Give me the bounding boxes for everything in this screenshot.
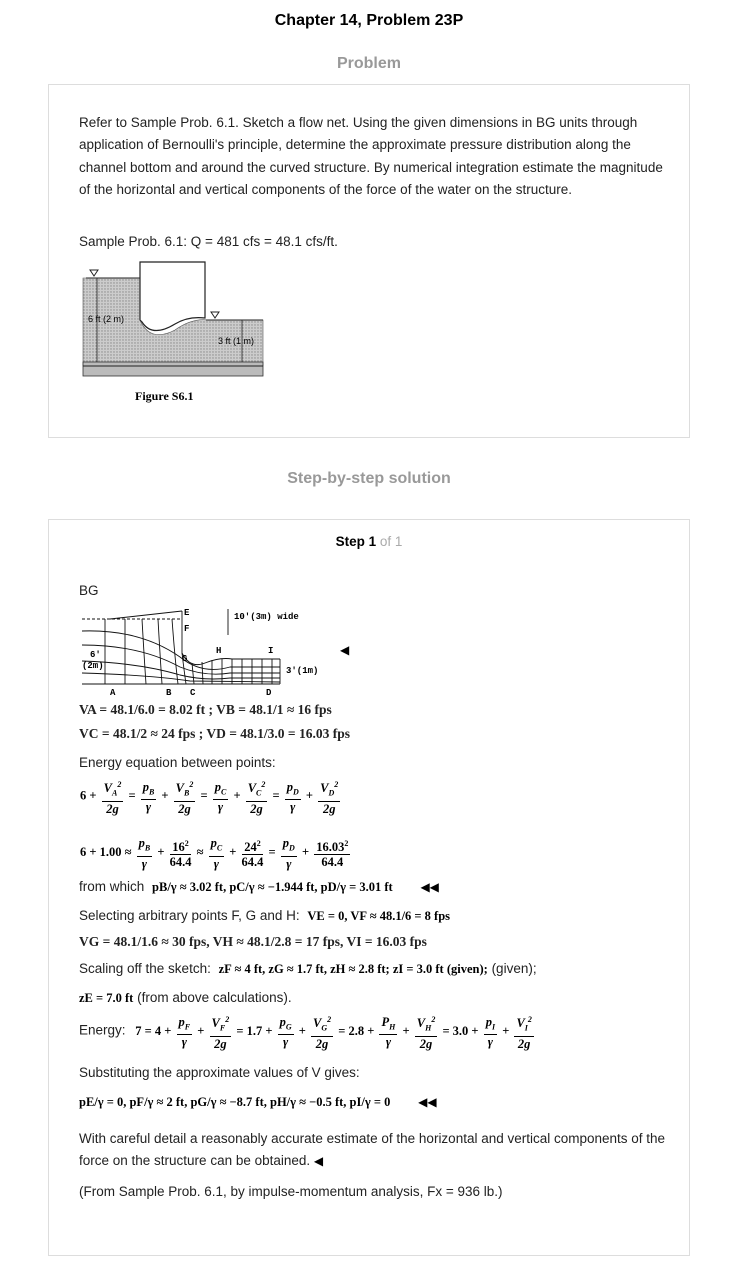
step-label: Step 1 xyxy=(335,534,377,549)
figure-s61 xyxy=(80,258,270,408)
velocity-line-3: VG = 48.1/1.6 ≈ 30 fps, VH ≈ 48.1/2.8 = 17 fps, VI = 16.03 fps xyxy=(79,934,427,949)
flownet-width-label: 10'(3m) wide xyxy=(234,612,299,622)
results-line xyxy=(79,1094,437,1110)
select-line xyxy=(79,908,450,924)
answer-arrow-icon: ◀ xyxy=(340,643,350,657)
energy-eq-label: Energy equation between points: xyxy=(79,755,276,770)
answer-arrow-icon: ◀◀ xyxy=(420,880,439,894)
ze-tail: (from above calculations). xyxy=(137,990,292,1005)
ze-value: zE = 7.0 ft xyxy=(79,991,134,1005)
note: (From Sample Prob. 6.1, by impulse-momentum analysis, Fx = 936 lb.) xyxy=(79,1184,503,1199)
dim-left-label: 6 ft (2 m) xyxy=(88,314,125,324)
scaling-tail: (given); xyxy=(491,961,537,976)
from-which-label: from which xyxy=(79,879,145,894)
energy2-label: Energy: xyxy=(79,1022,126,1038)
conclusion xyxy=(79,1128,669,1173)
scaling-values: zF ≈ 4 ft, zG ≈ 1.7 ft, zH ≈ 2.8 ft; zI = 3.0 ft (given); xyxy=(218,962,488,976)
point-e: E xyxy=(184,608,190,618)
solution-heading: Step-by-step solution xyxy=(287,470,451,487)
answer-arrow-icon: ◀◀ xyxy=(418,1095,437,1109)
point-a: A xyxy=(110,688,116,698)
energy-equation-1: 6 + $\frac{V_A^2}{2g}$ = $\frac{p_B}{\gamma}$ + $\frac{V_B^2}{2g}$ = $\frac{p_C}{\gamma}$ + $\frac{V_C^2}{2g}$ = $\frac{p_D}{\gamma}$ + $\frac{V_D^2}{2g}$ xyxy=(80,779,339,816)
sample-prob-text: Sample Prob. 6.1: Q = 481 cfs = 48.1 cfs/ft. xyxy=(79,234,338,249)
dim-right-label: 3 ft (1 m) xyxy=(218,336,255,346)
ze-line xyxy=(79,990,292,1006)
point-h: H xyxy=(216,646,222,656)
from-which-values: pB/γ ≈ 3.02 ft, pC/γ ≈ −1.944 ft, pD/γ = 3.01 ft xyxy=(152,880,393,894)
answer-arrow-icon: ◀ xyxy=(313,1154,324,1169)
select-values: VE = 0, VF ≈ 48.1/6 = 8 fps xyxy=(307,909,451,923)
velocity-line-2: VC = 48.1/2 ≈ 24 fps ; VD = 48.1/3.0 = 16.03 fps xyxy=(79,726,351,741)
units-label: BG xyxy=(79,583,99,598)
results-values: pE/γ = 0, pF/γ ≈ 2 ft, pG/γ ≈ −8.7 ft, pH/γ ≈ −0.5 ft, pI/γ = 0 xyxy=(79,1095,391,1109)
point-f: F xyxy=(184,624,190,634)
figure-caption: Figure S6.1 xyxy=(135,389,194,403)
point-c: C xyxy=(190,688,196,698)
flow-net-sketch xyxy=(80,605,360,700)
point-g: G xyxy=(182,654,188,664)
page-title: Chapter 14, Problem 23P xyxy=(274,12,464,29)
problem-heading: Problem xyxy=(336,55,401,72)
flownet-depth-right: 3'(1m) xyxy=(286,666,319,676)
step-of: of 1 xyxy=(379,534,403,549)
scaling-line xyxy=(79,961,537,977)
problem-text: Refer to Sample Prob. 6.1. Sketch a flow net. Using the given dimensions in BG units through application of Bernoulli's principle, determine the approximate pressure distribution along the channel bottom and around the curved structure. By numerical integration estimate the magnitude of the horizontal and vertical components of the force of the water on the structure. xyxy=(79,115,663,198)
energy-equation-2: Energy: 7 = 4 + $\frac{p_F}{\gamma}$ + $\frac{V_F^2}{2g}$ = 1.7 + $\frac{p_G}{\gamma}$ + $\frac{V_G^2}{2g}$ = 2.8 + $\frac{P_H}{\gamma}$ + $\frac{V_H^2}{2g}$ = 3.0 + $\frac{p_I}{\gamma}$ + $\frac{V_I^2}{2g}$ xyxy=(79,1014,532,1051)
point-i: I xyxy=(268,646,274,656)
flownet-depth-left: 6' xyxy=(90,650,101,660)
scaling-label: Scaling off the sketch: xyxy=(79,961,211,976)
velocity-line-1: VA = 48.1/6.0 = 8.02 ft ; VB = 48.1/1 ≈ 16 fps xyxy=(79,702,332,717)
conclusion-text: With careful detail a reasonably accurate estimate of the horizontal and vertical components of the force on the structure can be obtained. xyxy=(79,1131,666,1169)
flownet-depth-left-m: (2m) xyxy=(82,661,104,671)
point-b: B xyxy=(166,688,172,698)
energy-equation-numeric: 6 + 1.00 ≈ $\frac{p_B}{\gamma}$ + $\frac{16^2}{64.4}$ ≈ $\frac{p_C}{\gamma}$ + $\frac{24^2}{64.4}$ = $\frac{p_D}{\gamma}$ + $\frac{16.03^2}{64.4}$ xyxy=(80,836,349,871)
from-which-line xyxy=(79,879,439,895)
subst-label: Substituting the approximate values of V gives: xyxy=(79,1065,360,1080)
step-indicator xyxy=(0,534,738,549)
select-label: Selecting arbitrary points F, G and H: xyxy=(79,908,300,923)
point-d: D xyxy=(266,688,272,698)
